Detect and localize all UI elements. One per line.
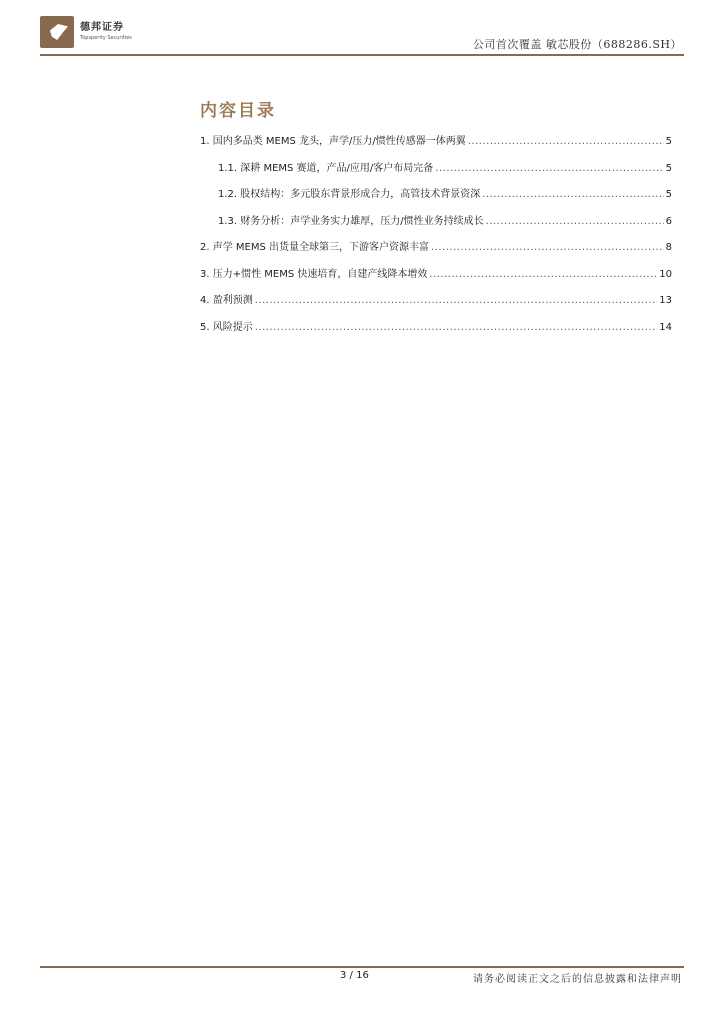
toc-leader xyxy=(482,189,663,200)
toc-entry-text: 3. 压力+惯性 MEMS 快速培育，自建产线降本增效 xyxy=(200,268,428,280)
toc-entry-3[interactable] xyxy=(200,265,672,292)
toc-entry-page: 10 xyxy=(659,268,672,280)
toc-entry-4[interactable] xyxy=(200,291,672,318)
brand-name-en: Topsperity Securities xyxy=(80,35,132,41)
toc-leader xyxy=(255,322,658,333)
toc-leader xyxy=(431,242,664,253)
toc-entry-text: 1.3. 财务分析：声学业务实力雄厚，压力/惯性业务持续成长 xyxy=(218,215,484,227)
toc-entry-page: 5 xyxy=(665,189,672,200)
toc-entry-page: 13 xyxy=(659,295,672,306)
logo-icon xyxy=(40,16,74,48)
toc-leader xyxy=(486,216,664,227)
toc-entry-text: 1.2. 股权结构：多元股东背景形成合力，高管技术背景资深 xyxy=(218,189,481,200)
toc-entry-page: 8 xyxy=(665,242,672,253)
toc-entry-text: 4. 盈利预测 xyxy=(200,295,253,306)
brand-name-cn: 德邦证券 xyxy=(80,22,124,33)
toc-entry-page: 14 xyxy=(659,321,672,333)
toc-entry-text: 2. 声学 MEMS 出货量全球第三，下游客户资源丰富 xyxy=(200,242,429,253)
toc-leader xyxy=(429,269,657,280)
page-number: 3 / 16 xyxy=(340,970,369,981)
toc-entry-page: 5 xyxy=(665,136,672,147)
table-of-contents xyxy=(200,132,672,344)
toc-leader xyxy=(468,136,664,147)
toc-entry-text: 1.1. 深耕 MEMS 赛道，产品/应用/客户布局完备 xyxy=(218,162,434,174)
toc-entry-5[interactable] xyxy=(200,318,672,345)
toc-entry-text: 5. 风险提示 xyxy=(200,321,253,333)
toc-leader xyxy=(255,295,658,306)
toc-entry-1-2[interactable] xyxy=(200,185,672,212)
toc-entry-page: 6 xyxy=(665,215,672,227)
toc-leader xyxy=(435,163,663,174)
toc-entry-1[interactable] xyxy=(200,132,672,159)
toc-entry-1-3[interactable] xyxy=(200,212,672,239)
toc-entry-text: 1. 国内多品类 MEMS 龙头，声学/压力/惯性传感器一体两翼 xyxy=(200,136,466,147)
toc-entry-page: 5 xyxy=(665,162,672,174)
company-logo xyxy=(40,16,132,48)
footer-divider xyxy=(40,966,684,968)
logo-text xyxy=(80,18,132,41)
header-divider xyxy=(40,54,684,56)
toc-entry-2[interactable] xyxy=(200,238,672,265)
disclaimer-note: 请务必阅读正文之后的信息披露和法律声明 xyxy=(473,974,682,985)
toc-entry-1-1[interactable] xyxy=(200,159,672,186)
toc-title: 内容目录 xyxy=(200,101,276,121)
report-info: 公司首次覆盖 敏芯股份（688286.SH） xyxy=(472,38,682,51)
